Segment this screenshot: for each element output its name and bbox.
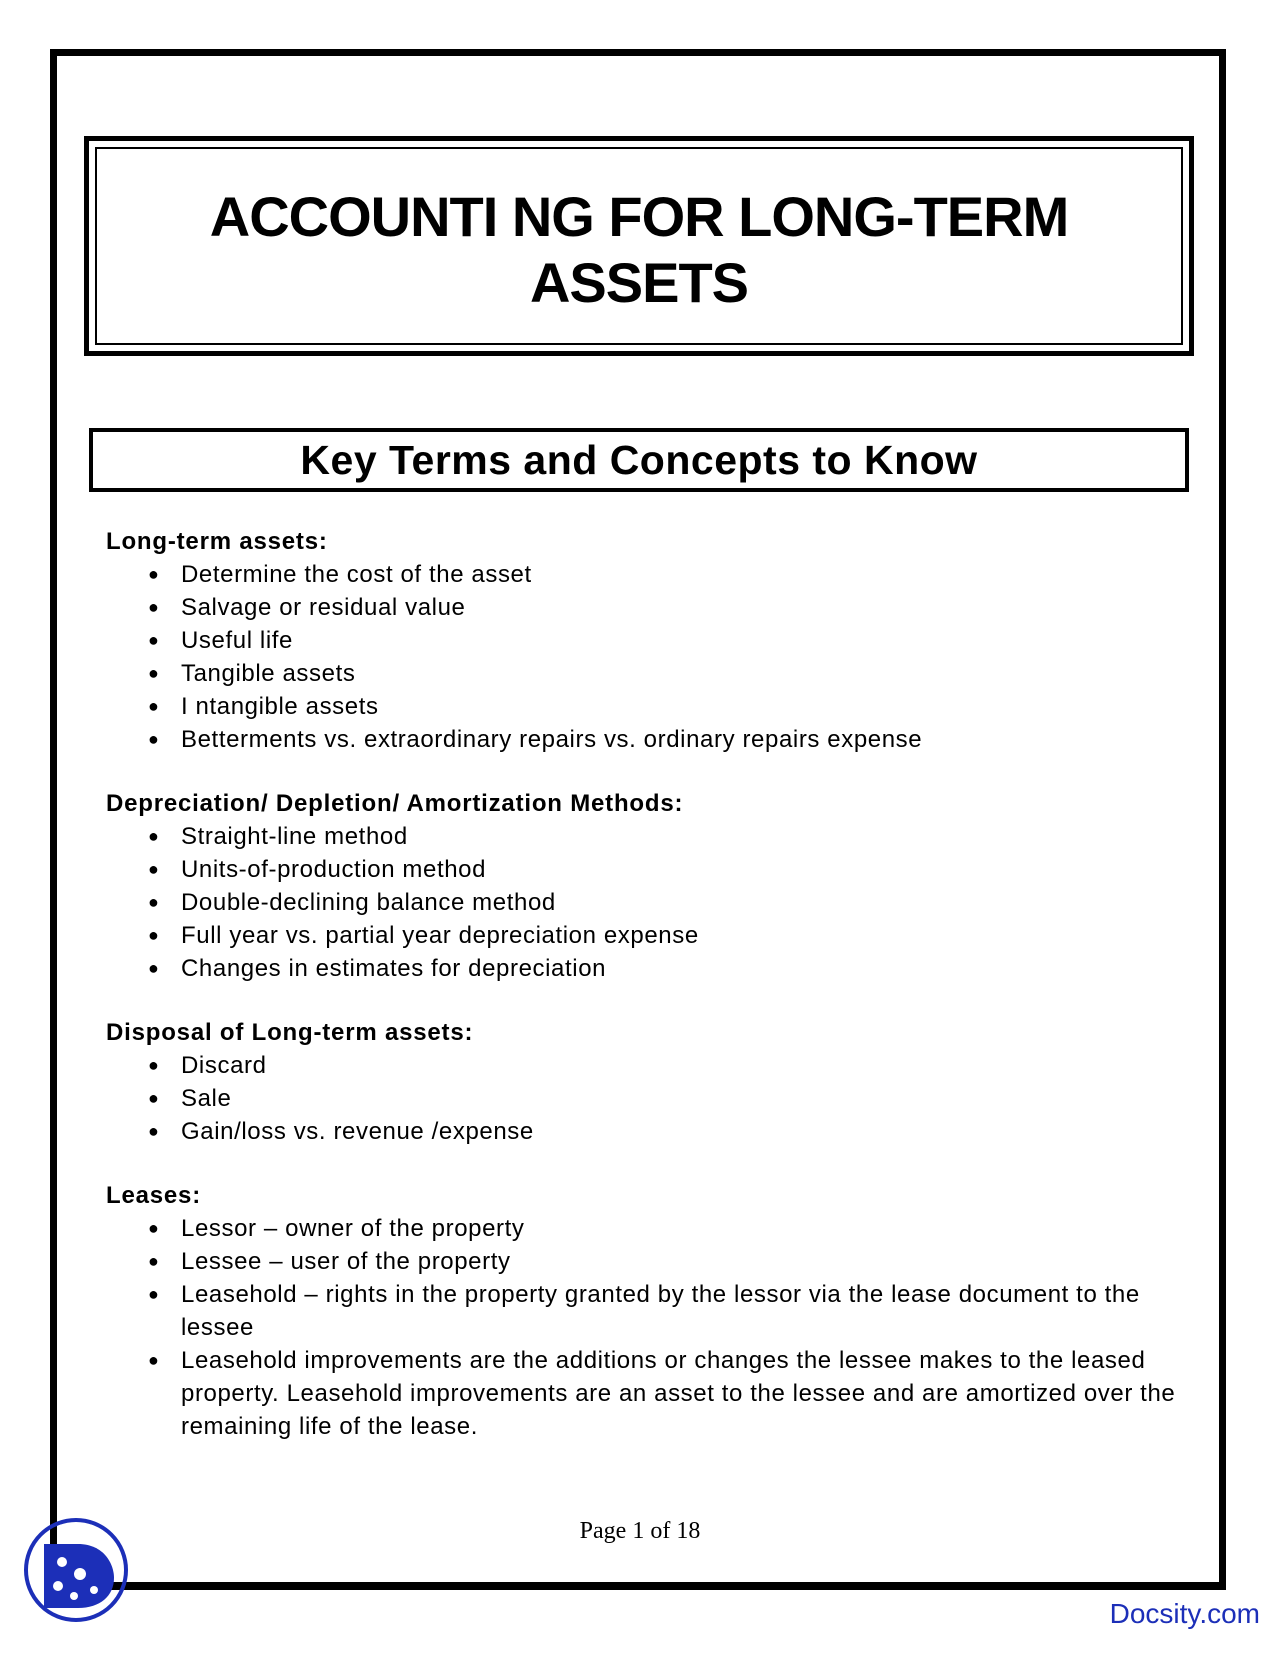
list-item bbox=[106, 723, 1176, 756]
list-item-text: Double-declining balance method bbox=[181, 889, 556, 916]
bullet-icon: ● bbox=[148, 1284, 160, 1304]
section-disposal bbox=[106, 1016, 1176, 1148]
section-heading: Long-term assets: bbox=[106, 528, 328, 555]
list-item-text: Betterments vs. extraordinary repairs vs. ordinary repairs expense bbox=[181, 726, 923, 753]
bullet-icon: ● bbox=[148, 1121, 160, 1141]
list-item bbox=[106, 1245, 1176, 1278]
section-long-term-assets bbox=[106, 525, 1176, 756]
list-item-text: Straight-line method bbox=[181, 823, 408, 850]
title-box bbox=[84, 136, 1194, 356]
list-item-text: Useful life bbox=[181, 627, 293, 654]
bullet-icon: ● bbox=[148, 1251, 160, 1271]
bullet-icon: ● bbox=[148, 564, 160, 584]
content-area bbox=[106, 525, 1176, 1474]
list-item-text: Full year vs. partial year depreciation expense bbox=[181, 922, 699, 949]
list-item-text: Sale bbox=[181, 1085, 232, 1112]
page-title-line-1: ACCOUNTI NG FOR LONG-TERM bbox=[209, 185, 1069, 248]
bullet-icon: ● bbox=[148, 925, 160, 945]
list-item bbox=[106, 853, 1176, 886]
list-item-text: Lessee – user of the property bbox=[181, 1248, 511, 1275]
list-item-text: Determine the cost of the asset bbox=[181, 561, 532, 588]
list-item bbox=[106, 1278, 1176, 1344]
list-item bbox=[106, 657, 1176, 690]
bullet-icon: ● bbox=[148, 859, 160, 879]
subtitle: Key Terms and Concepts to Know bbox=[300, 436, 978, 483]
bullet-list bbox=[106, 1049, 1176, 1148]
section-heading: Disposal of Long-term assets: bbox=[106, 1019, 474, 1046]
list-item bbox=[106, 820, 1176, 853]
bullet-list bbox=[106, 558, 1176, 756]
bullet-icon: ● bbox=[148, 826, 160, 846]
section-leases bbox=[106, 1179, 1176, 1443]
bullet-icon: ● bbox=[148, 696, 160, 716]
bullet-icon: ● bbox=[148, 597, 160, 617]
title-inner-frame bbox=[95, 147, 1183, 345]
list-item-text: Gain/loss vs. revenue /expense bbox=[181, 1118, 534, 1145]
bullet-icon: ● bbox=[148, 1218, 160, 1238]
docsity-watermark[interactable]: Docsity.com bbox=[1109, 1598, 1260, 1629]
page-title-line-2: ASSETS bbox=[529, 251, 749, 314]
bullet-icon: ● bbox=[148, 958, 160, 978]
list-item-text: Lessor – owner of the property bbox=[181, 1215, 525, 1242]
list-item bbox=[106, 1049, 1176, 1082]
list-item-text: Units-of-production method bbox=[181, 856, 487, 883]
list-item bbox=[106, 886, 1176, 919]
list-item bbox=[106, 1344, 1176, 1443]
list-item bbox=[106, 919, 1176, 952]
page-number-footer: Page 1 of 18 bbox=[579, 1518, 701, 1544]
list-item-text: I ntangible assets bbox=[181, 693, 379, 720]
list-item bbox=[106, 952, 1176, 985]
list-item bbox=[106, 591, 1176, 624]
list-item-text: Leasehold improvements are the additions or changes the lessee makes to the leased property. Leasehold improvements are an asset to the lessee and are amortized over the remaining life of the lease. bbox=[181, 1347, 1176, 1440]
bullet-icon: ● bbox=[148, 1350, 160, 1370]
section-heading: Leases: bbox=[106, 1182, 201, 1209]
section-depreciation-methods bbox=[106, 787, 1176, 985]
bullet-icon: ● bbox=[148, 630, 160, 650]
list-item bbox=[106, 1115, 1176, 1148]
bullet-list bbox=[106, 1212, 1176, 1443]
bullet-icon: ● bbox=[148, 729, 160, 749]
bullet-icon: ● bbox=[148, 663, 160, 683]
bullet-icon: ● bbox=[148, 892, 160, 912]
bullet-list bbox=[106, 820, 1176, 985]
bullet-icon: ● bbox=[148, 1088, 160, 1108]
section-heading: Depreciation/ Depletion/ Amortization Methods: bbox=[106, 790, 684, 817]
list-item-text: Discard bbox=[181, 1052, 267, 1079]
list-item bbox=[106, 1212, 1176, 1245]
list-item-text: Tangible assets bbox=[181, 660, 356, 687]
list-item-text: Salvage or residual value bbox=[181, 594, 466, 621]
docsity-logo-icon[interactable] bbox=[22, 1516, 130, 1624]
list-item bbox=[106, 1082, 1176, 1115]
list-item bbox=[106, 690, 1176, 723]
list-item bbox=[106, 558, 1176, 591]
subtitle-box bbox=[89, 428, 1189, 492]
list-item bbox=[106, 624, 1176, 657]
bullet-icon: ● bbox=[148, 1055, 160, 1075]
list-item-text: Leasehold – rights in the property granted by the lessor via the lease document to the lessee bbox=[181, 1281, 1140, 1341]
list-item-text: Changes in estimates for depreciation bbox=[181, 955, 607, 982]
